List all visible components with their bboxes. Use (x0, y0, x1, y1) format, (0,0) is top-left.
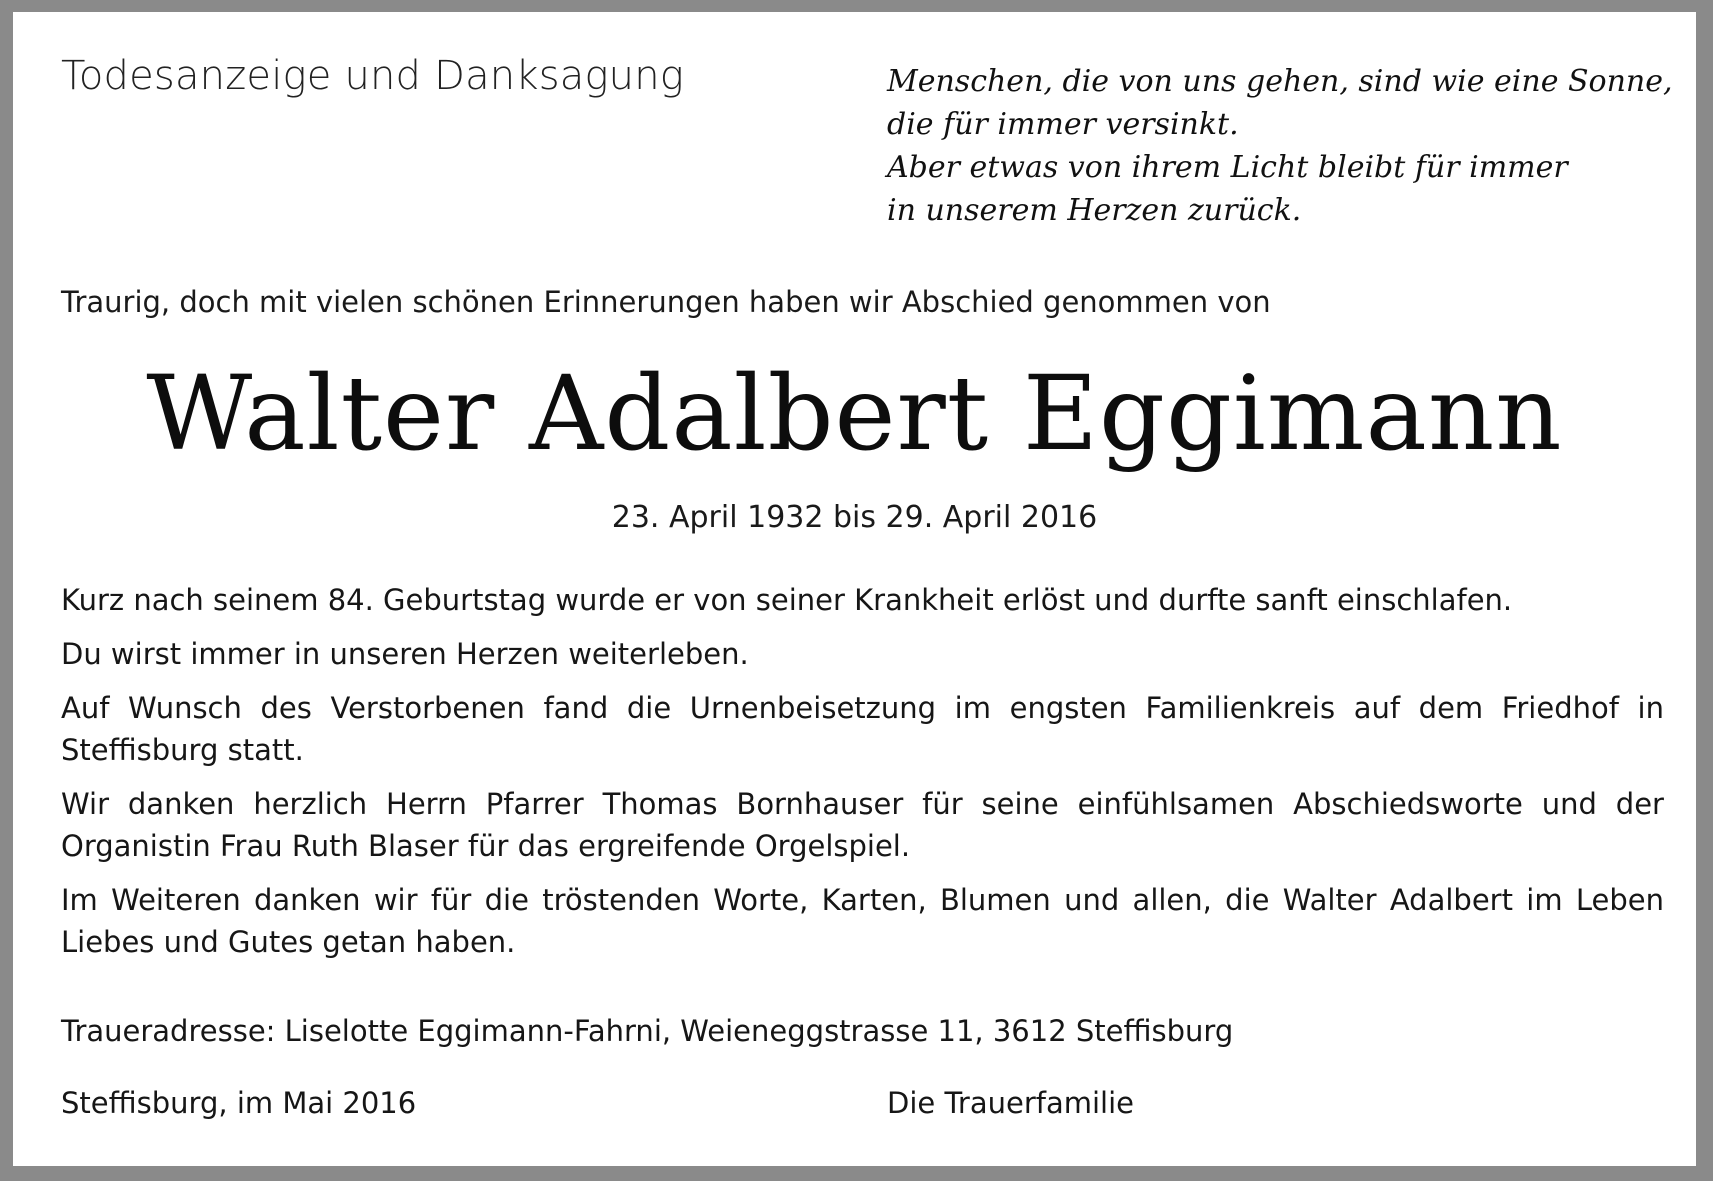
poem-line: Menschen, die von uns gehen, sind wie eine Sonne, (887, 64, 1673, 99)
obituary-notice (13, 12, 1696, 1166)
life-dates: 23. April 1932 bis 29. April 2016 (611, 500, 1098, 535)
body-paragraph: Kurz nach seinem 84. Geburtstag wurde er von seiner Krankheit erlöst und durfte sanft einschlafen. (61, 583, 1513, 617)
poem-line: Aber etwas von ihrem Licht bleibt für immer (887, 150, 1568, 185)
body-paragraph: Wir danken herzlich Herrn Pfarrer Thomas Bornhauser für seine einfühlsamen Abschiedsworte und der Organistin Frau Ruth Blaser für das ergreifende Orgelspiel. (61, 787, 1664, 863)
notice-heading: Todesanzeige und Danksagung (61, 53, 684, 99)
poem-line: die für immer versinkt. (887, 107, 1239, 142)
place-and-date: Steffisburg, im Mai 2016 (61, 1086, 417, 1120)
body-paragraph: Du wirst immer in unseren Herzen weiterleben. (61, 637, 749, 671)
mourning-address: Traueradresse: Liselotte Eggimann-Fahrni, Weieneggstrasse 11, 3612 Steffisburg (61, 1014, 1234, 1048)
body-paragraph: Im Weiteren danken wir für die tröstenden Worte, Karten, Blumen und allen, die Walter Adalbert im Leben Liebes und Gutes getan haben. (61, 883, 1664, 959)
deceased-name: Walter Adalbert Eggimann (146, 354, 1563, 474)
poem-line: in unserem Herzen zurück. (887, 193, 1302, 228)
memorial-poem (887, 60, 1673, 232)
intro-text: Traurig, doch mit vielen schönen Erinnerungen haben wir Abschied genommen von (61, 285, 1271, 319)
notice-body (61, 579, 1664, 975)
body-paragraph: Auf Wunsch des Verstorbenen fand die Urnenbeisetzung im engsten Familienkreis auf dem Friedhof in Steffisburg statt. (61, 691, 1664, 767)
family-signature: Die Trauerfamilie (887, 1086, 1134, 1120)
